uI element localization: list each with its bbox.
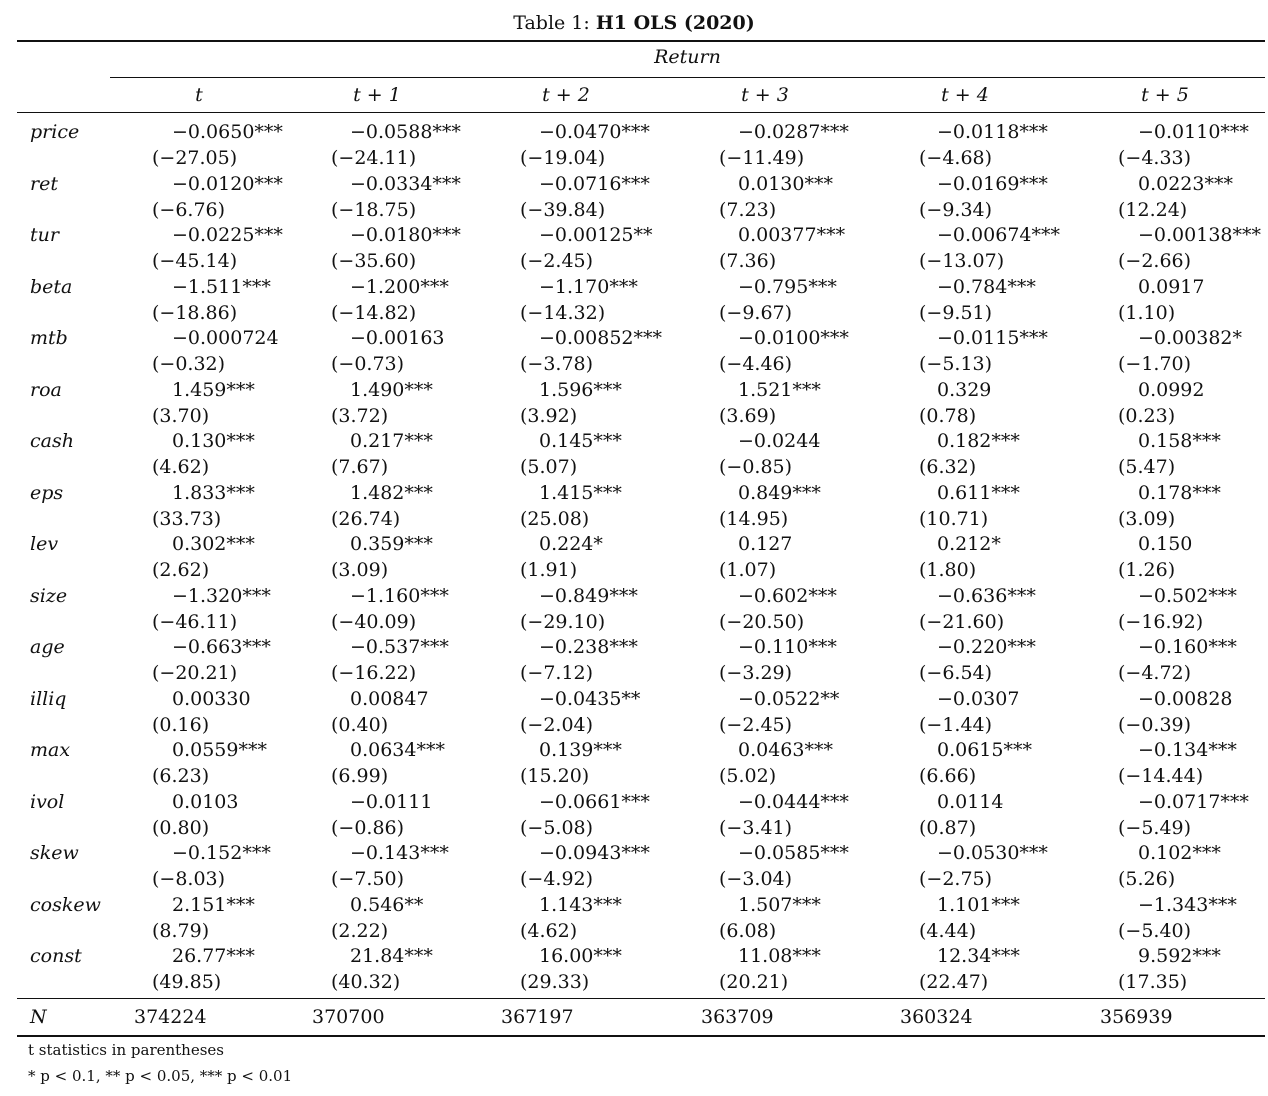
coef-cell: 0.0114 bbox=[937, 790, 1004, 813]
t-stat-cell: (6.99) bbox=[331, 765, 389, 787]
top-rule bbox=[17, 40, 1265, 42]
t-stat-cell: (−1.44) bbox=[919, 713, 993, 736]
coef-cell: −0.0225*** bbox=[172, 224, 283, 246]
coef-cell: −0.0111 bbox=[350, 790, 433, 813]
coef-cell: 0.611*** bbox=[937, 481, 1020, 504]
coef-cell: 0.139*** bbox=[539, 739, 622, 761]
coef-cell: 0.0103 bbox=[172, 790, 239, 813]
t-stat-cell: (−9.34) bbox=[919, 198, 993, 221]
column-header-0: t bbox=[195, 84, 203, 106]
coef-cell: −0.0169*** bbox=[937, 172, 1048, 195]
coef-cell: 9.592*** bbox=[1138, 945, 1221, 967]
row-label-lev: lev bbox=[30, 533, 59, 555]
coef-cell: 1.459*** bbox=[172, 378, 255, 401]
coef-cell: −0.00852*** bbox=[539, 327, 662, 349]
coef-cell: 0.546** bbox=[350, 893, 424, 916]
t-stat-cell: (10.71) bbox=[919, 507, 989, 530]
t-stat-cell: (−4.46) bbox=[719, 353, 793, 375]
t-stat-cell: (3.69) bbox=[719, 404, 777, 427]
t-stat-cell: (−3.29) bbox=[719, 662, 793, 684]
t-stat-cell: (1.10) bbox=[1118, 301, 1176, 324]
coef-cell: 0.182*** bbox=[937, 430, 1020, 452]
t-stat-cell: (−3.04) bbox=[719, 868, 793, 890]
table-caption bbox=[0, 12, 1268, 34]
coef-cell: −1.200*** bbox=[350, 275, 449, 298]
t-stat-cell: (−4.33) bbox=[1118, 147, 1192, 169]
column-header-1: t + 1 bbox=[353, 84, 401, 106]
column-header-4: t + 4 bbox=[941, 84, 989, 106]
coef-cell: −1.511*** bbox=[172, 275, 271, 298]
t-stat-cell: (0.80) bbox=[152, 816, 210, 839]
coef-cell: −0.0435** bbox=[539, 687, 641, 710]
coef-cell: −0.110*** bbox=[738, 636, 837, 658]
t-stat-cell: (3.72) bbox=[331, 404, 389, 427]
t-stat-cell: (−14.44) bbox=[1118, 765, 1204, 787]
row-label-mtb: mtb bbox=[30, 327, 68, 349]
t-stat-cell: (6.08) bbox=[719, 919, 777, 942]
row-label-coskew: coskew bbox=[30, 893, 101, 916]
coef-cell: 1.143*** bbox=[539, 893, 622, 916]
n-value-5: 356939 bbox=[1100, 1006, 1173, 1028]
t-stat-cell: (−19.04) bbox=[520, 147, 606, 169]
t-stat-cell: (40.32) bbox=[331, 971, 401, 993]
coef-cell: −0.0110*** bbox=[1138, 121, 1249, 143]
row-label-age: age bbox=[30, 636, 65, 658]
coef-cell: −1.170*** bbox=[539, 275, 638, 298]
t-stat-cell: (−0.73) bbox=[331, 353, 405, 375]
coef-cell: 21.84*** bbox=[350, 945, 433, 967]
t-stat-cell: (−0.85) bbox=[719, 456, 793, 478]
t-stat-cell: (14.95) bbox=[719, 507, 789, 530]
coef-cell: −0.849*** bbox=[539, 584, 638, 607]
coef-cell: 0.0130*** bbox=[738, 172, 833, 195]
group-header-return: Return bbox=[654, 46, 721, 68]
t-stat-cell: (7.36) bbox=[719, 250, 777, 272]
t-stat-cell: (8.79) bbox=[152, 919, 210, 942]
coef-cell: 0.0992 bbox=[1138, 378, 1205, 401]
t-stat-cell: (20.21) bbox=[719, 971, 789, 993]
column-header-5: t + 5 bbox=[1141, 84, 1189, 106]
coef-cell: 0.849*** bbox=[738, 481, 821, 504]
t-stat-cell: (−46.11) bbox=[152, 610, 238, 633]
t-stat-cell: (0.40) bbox=[331, 713, 389, 736]
coef-cell: −0.0100*** bbox=[738, 327, 849, 349]
t-stat-cell: (0.87) bbox=[919, 816, 977, 839]
t-stat-cell: (−40.09) bbox=[331, 610, 417, 633]
t-stat-cell: (−21.60) bbox=[919, 610, 1005, 633]
t-stat-cell: (−7.50) bbox=[331, 868, 405, 890]
t-stat-cell: (2.62) bbox=[152, 559, 210, 581]
coef-cell: 0.224* bbox=[539, 533, 603, 555]
t-stat-cell: (0.16) bbox=[152, 713, 210, 736]
t-stat-cell: (4.62) bbox=[520, 919, 578, 942]
t-stat-cell: (−4.72) bbox=[1118, 662, 1192, 684]
t-stat-cell: (−5.40) bbox=[1118, 919, 1192, 942]
row-label-cash: cash bbox=[30, 430, 74, 452]
coef-cell: −0.0307 bbox=[937, 687, 1020, 710]
coef-cell: 0.158*** bbox=[1138, 430, 1221, 452]
n-value-0: 374224 bbox=[134, 1006, 207, 1028]
coef-cell: 0.329 bbox=[937, 378, 992, 401]
coef-cell: 0.0615*** bbox=[937, 739, 1032, 761]
coef-cell: −0.0180*** bbox=[350, 224, 461, 246]
coef-cell: 0.102*** bbox=[1138, 842, 1221, 864]
coef-cell: 0.00330 bbox=[172, 687, 251, 710]
t-stat-cell: (29.33) bbox=[520, 971, 590, 993]
coef-cell: −0.663*** bbox=[172, 636, 271, 658]
t-stat-cell: (1.26) bbox=[1118, 559, 1176, 581]
t-stat-cell: (−20.21) bbox=[152, 662, 238, 684]
coef-cell: −0.0530*** bbox=[937, 842, 1048, 864]
t-stat-cell: (−7.12) bbox=[520, 662, 594, 684]
t-stat-cell: (22.47) bbox=[919, 971, 989, 993]
coef-cell: 0.0559*** bbox=[172, 739, 267, 761]
t-stat-cell: (−16.92) bbox=[1118, 610, 1204, 633]
coef-cell: 0.127 bbox=[738, 533, 793, 555]
t-stat-cell: (−14.32) bbox=[520, 301, 606, 324]
t-stat-cell: (1.07) bbox=[719, 559, 777, 581]
t-stat-cell: (−18.75) bbox=[331, 198, 417, 221]
group-header-rule bbox=[110, 77, 1265, 78]
coef-cell: −0.0334*** bbox=[350, 172, 461, 195]
t-stat-cell: (−2.45) bbox=[719, 713, 793, 736]
t-stat-cell: (17.35) bbox=[1118, 971, 1188, 993]
t-stat-cell: (5.26) bbox=[1118, 868, 1176, 890]
coef-cell: −0.00674*** bbox=[937, 224, 1060, 246]
note-t-stat: t statistics in parentheses bbox=[28, 1041, 224, 1059]
t-stat-cell: (−0.32) bbox=[152, 353, 226, 375]
coef-cell: −0.160*** bbox=[1138, 636, 1237, 658]
row-label-ret: ret bbox=[30, 172, 58, 195]
t-stat-cell: (−11.49) bbox=[719, 147, 805, 169]
t-stat-cell: (2.22) bbox=[331, 919, 389, 942]
coef-cell: −0.0943*** bbox=[539, 842, 650, 864]
coef-cell: 1.415*** bbox=[539, 481, 622, 504]
coef-cell: −0.143*** bbox=[350, 842, 449, 864]
t-stat-cell: (−2.66) bbox=[1118, 250, 1192, 272]
t-stat-cell: (−6.54) bbox=[919, 662, 993, 684]
coef-cell: 0.359*** bbox=[350, 533, 433, 555]
t-stat-cell: (−18.86) bbox=[152, 301, 238, 324]
coef-cell: −0.134*** bbox=[1138, 739, 1237, 761]
caption-prefix: Table 1: bbox=[513, 12, 590, 34]
t-stat-cell: (−35.60) bbox=[331, 250, 417, 272]
coef-cell: −0.152*** bbox=[172, 842, 271, 864]
t-stat-cell: (−6.76) bbox=[152, 198, 226, 221]
coef-cell: 1.101*** bbox=[937, 893, 1020, 916]
coef-cell: −0.0115*** bbox=[937, 327, 1048, 349]
coef-cell: −0.0585*** bbox=[738, 842, 849, 864]
t-stat-cell: (33.73) bbox=[152, 507, 222, 530]
t-stat-cell: (−2.04) bbox=[520, 713, 594, 736]
caption-title: H1 OLS (2020) bbox=[595, 12, 755, 34]
coef-cell: 1.482*** bbox=[350, 481, 433, 504]
coef-cell: −0.00138*** bbox=[1138, 224, 1261, 246]
coef-cell: −0.0650*** bbox=[172, 121, 283, 143]
coef-cell: 1.521*** bbox=[738, 378, 821, 401]
coef-cell: −0.0661*** bbox=[539, 790, 650, 813]
t-stat-cell: (−5.08) bbox=[520, 816, 594, 839]
row-label-max: max bbox=[30, 739, 71, 761]
coef-cell: −0.0717*** bbox=[1138, 790, 1249, 813]
row-label-beta: beta bbox=[30, 275, 73, 298]
t-stat-cell: (3.09) bbox=[1118, 507, 1176, 530]
t-stat-cell: (−20.50) bbox=[719, 610, 805, 633]
coef-cell: −0.537*** bbox=[350, 636, 449, 658]
t-stat-cell: (−2.75) bbox=[919, 868, 993, 890]
t-stat-cell: (1.80) bbox=[919, 559, 977, 581]
coef-cell: −0.0522** bbox=[738, 687, 840, 710]
row-label-const: const bbox=[30, 945, 82, 967]
coef-cell: 0.130*** bbox=[172, 430, 255, 452]
t-stat-cell: (3.70) bbox=[152, 404, 210, 427]
t-stat-cell: (4.44) bbox=[919, 919, 977, 942]
n-value-3: 363709 bbox=[701, 1006, 774, 1028]
t-stat-cell: (−13.07) bbox=[919, 250, 1005, 272]
coef-cell: 12.34*** bbox=[937, 945, 1020, 967]
t-stat-cell: (5.07) bbox=[520, 456, 578, 478]
coef-cell: −0.00125** bbox=[539, 224, 653, 246]
coef-cell: −0.00382* bbox=[1138, 327, 1242, 349]
t-stat-cell: (7.23) bbox=[719, 198, 777, 221]
t-stat-cell: (0.78) bbox=[919, 404, 977, 427]
t-stat-cell: (−3.41) bbox=[719, 816, 793, 839]
coef-cell: −0.0470*** bbox=[539, 121, 650, 143]
coef-cell: −0.636*** bbox=[937, 584, 1036, 607]
t-stat-cell: (−0.39) bbox=[1118, 713, 1192, 736]
coef-cell: −0.502*** bbox=[1138, 584, 1237, 607]
n-value-4: 360324 bbox=[900, 1006, 973, 1028]
row-label-ivol: ivol bbox=[30, 790, 65, 813]
coef-cell: −1.160*** bbox=[350, 584, 449, 607]
column-header-3: t + 3 bbox=[741, 84, 789, 106]
note-significance: * p < 0.1, ** p < 0.05, *** p < 0.01 bbox=[28, 1067, 293, 1085]
column-header-2: t + 2 bbox=[542, 84, 590, 106]
t-stat-cell: (−4.68) bbox=[919, 147, 993, 169]
t-stat-cell: (−14.82) bbox=[331, 301, 417, 324]
t-stat-cell: (1.91) bbox=[520, 559, 578, 581]
coef-cell: 0.302*** bbox=[172, 533, 255, 555]
row-label-eps: eps bbox=[30, 481, 64, 504]
n-value-2: 367197 bbox=[501, 1006, 574, 1028]
coef-cell: 0.0917 bbox=[1138, 275, 1205, 298]
coef-cell: −0.602*** bbox=[738, 584, 837, 607]
t-stat-cell: (−1.70) bbox=[1118, 353, 1192, 375]
coef-cell: 1.833*** bbox=[172, 481, 255, 504]
t-stat-cell: (3.92) bbox=[520, 404, 578, 427]
bottom-rule bbox=[17, 1035, 1265, 1037]
t-stat-cell: (6.32) bbox=[919, 456, 977, 478]
t-stat-cell: (25.08) bbox=[520, 507, 590, 530]
coef-cell: 0.178*** bbox=[1138, 481, 1221, 504]
coef-cell: 16.00*** bbox=[539, 945, 622, 967]
coef-cell: 2.151*** bbox=[172, 893, 255, 916]
coef-cell: −0.000724 bbox=[172, 327, 279, 349]
coef-cell: 0.00377*** bbox=[738, 224, 846, 246]
t-stat-cell: (−4.92) bbox=[520, 868, 594, 890]
row-label-size: size bbox=[30, 584, 68, 607]
coef-cell: −0.0287*** bbox=[738, 121, 849, 143]
coef-cell: 1.490*** bbox=[350, 378, 433, 401]
coef-cell: −0.0118*** bbox=[937, 121, 1048, 143]
coef-cell: −0.0444*** bbox=[738, 790, 849, 813]
n-value-1: 370700 bbox=[312, 1006, 385, 1028]
n-rule bbox=[17, 998, 1265, 999]
t-stat-cell: (−16.22) bbox=[331, 662, 417, 684]
t-stat-cell: (−39.84) bbox=[520, 198, 606, 221]
coef-cell: −0.0588*** bbox=[350, 121, 461, 143]
t-stat-cell: (12.24) bbox=[1118, 198, 1188, 221]
coef-cell: −0.795*** bbox=[738, 275, 837, 298]
t-stat-cell: (3.09) bbox=[331, 559, 389, 581]
coef-cell: −0.0120*** bbox=[172, 172, 283, 195]
coef-cell: −0.0244 bbox=[738, 430, 821, 452]
t-stat-cell: (−24.11) bbox=[331, 147, 417, 169]
t-stat-cell: (−9.51) bbox=[919, 301, 993, 324]
row-label-roa: roa bbox=[30, 378, 62, 401]
coef-cell: 0.145*** bbox=[539, 430, 622, 452]
t-stat-cell: (7.67) bbox=[331, 456, 389, 478]
t-stat-cell: (−2.45) bbox=[520, 250, 594, 272]
coef-cell: 0.212* bbox=[937, 533, 1001, 555]
coef-cell: −0.220*** bbox=[937, 636, 1036, 658]
coef-cell: 0.217*** bbox=[350, 430, 433, 452]
coef-cell: −1.343*** bbox=[1138, 893, 1237, 916]
coef-cell: 0.0463*** bbox=[738, 739, 833, 761]
t-stat-cell: (0.23) bbox=[1118, 404, 1176, 427]
coef-cell: 0.150 bbox=[1138, 533, 1193, 555]
header-rule bbox=[17, 112, 1265, 113]
t-stat-cell: (−0.86) bbox=[331, 816, 405, 839]
coef-cell: −0.00163 bbox=[350, 327, 445, 349]
coef-cell: 0.0223*** bbox=[1138, 172, 1233, 195]
t-stat-cell: (6.23) bbox=[152, 765, 210, 787]
t-stat-cell: (5.47) bbox=[1118, 456, 1176, 478]
coef-cell: 26.77*** bbox=[172, 945, 255, 967]
row-label-skew: skew bbox=[30, 842, 79, 864]
t-stat-cell: (−8.03) bbox=[152, 868, 226, 890]
t-stat-cell: (−29.10) bbox=[520, 610, 606, 633]
t-stat-cell: (4.62) bbox=[152, 456, 210, 478]
t-stat-cell: (6.66) bbox=[919, 765, 977, 787]
t-stat-cell: (−3.78) bbox=[520, 353, 594, 375]
t-stat-cell: (−5.13) bbox=[919, 353, 993, 375]
coef-cell: 0.00847 bbox=[350, 687, 429, 710]
coef-cell: −0.784*** bbox=[937, 275, 1036, 298]
row-label-tur: tur bbox=[30, 224, 59, 246]
coef-cell: −0.00828 bbox=[1138, 687, 1233, 710]
t-stat-cell: (−45.14) bbox=[152, 250, 238, 272]
t-stat-cell: (15.20) bbox=[520, 765, 590, 787]
coef-cell: 1.596*** bbox=[539, 378, 622, 401]
row-label-price: price bbox=[30, 121, 80, 143]
t-stat-cell: (5.02) bbox=[719, 765, 777, 787]
coef-cell: −0.0716*** bbox=[539, 172, 650, 195]
coef-cell: −1.320*** bbox=[172, 584, 271, 607]
row-label-illiq: illiq bbox=[30, 687, 67, 710]
coef-cell: 11.08*** bbox=[738, 945, 821, 967]
coef-cell: 0.0634*** bbox=[350, 739, 445, 761]
t-stat-cell: (−9.67) bbox=[719, 301, 793, 324]
t-stat-cell: (−27.05) bbox=[152, 147, 238, 169]
t-stat-cell: (49.85) bbox=[152, 971, 222, 993]
coef-cell: −0.238*** bbox=[539, 636, 638, 658]
t-stat-cell: (26.74) bbox=[331, 507, 401, 530]
coef-cell: 1.507*** bbox=[738, 893, 821, 916]
n-label: N bbox=[30, 1006, 47, 1028]
t-stat-cell: (−5.49) bbox=[1118, 816, 1192, 839]
